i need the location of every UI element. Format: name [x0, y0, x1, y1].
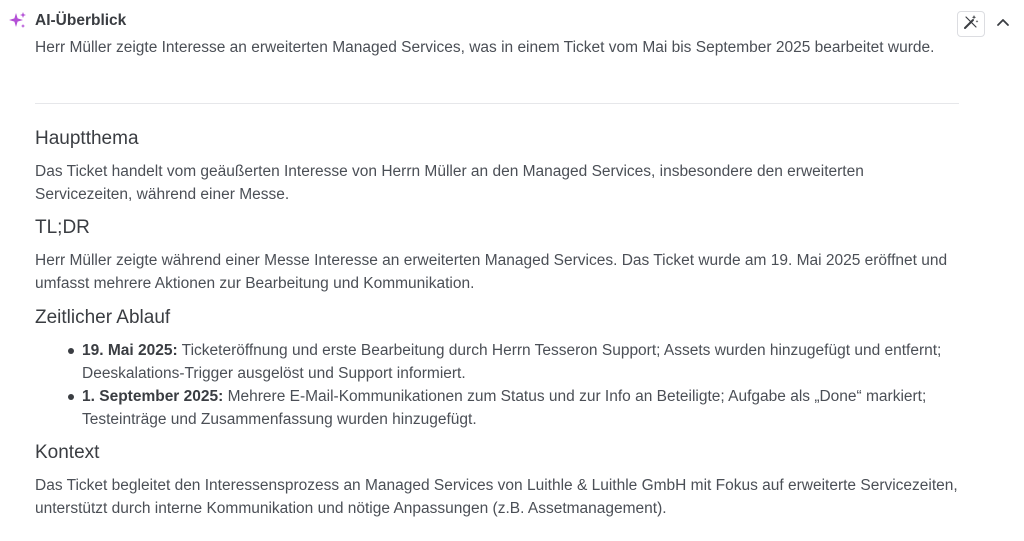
divider — [35, 103, 959, 104]
section-timeline — [35, 305, 965, 431]
panel-header — [9, 12, 126, 30]
section-main-topic — [35, 126, 965, 206]
header-actions — [957, 11, 1017, 37]
magic-wand-icon — [963, 14, 979, 35]
section-tldr — [35, 215, 965, 295]
timeline-list — [35, 339, 965, 431]
timeline-date: 19. Mai 2025: — [82, 342, 178, 359]
main-topic-text: Das Ticket handelt vom geäußerten Interesse von Herrn Müller an den Managed Services, insbesondere den erweiterten Servicezeiten, während einer Messe. — [35, 163, 864, 203]
section-title-timeline: Zeitlicher Ablauf — [35, 307, 171, 328]
timeline-item — [35, 385, 965, 431]
chevron-up-icon — [996, 15, 1010, 34]
section-title-context: Kontext — [35, 442, 100, 463]
context-text: Das Ticket begleitet den Interessensprozess an Managed Services von Luithle & Luithle GmbH mit Fokus auf erweiterte Servicezeiten, unterstützt durch interne Kommunikation und nötige Anpassungen (z.B. Assetmanagement). — [35, 477, 958, 517]
regenerate-button[interactable] — [957, 11, 985, 37]
timeline-item — [35, 339, 965, 385]
section-title-tldr: TL;DR — [35, 217, 90, 238]
section-context — [35, 440, 965, 520]
panel-title: AI-Überblick — [35, 12, 127, 29]
timeline-text: Mehrere E-Mail-Kommunikationen zum Status und zur Info an Beteiligte; Aufgabe als „Done“ markiert; Testeinträge und Zusammenfassung wurden hinzugefügt. — [82, 388, 927, 428]
sparkle-icon — [9, 12, 27, 30]
section-title-main-topic: Hauptthema — [35, 128, 139, 149]
tldr-text: Herr Müller zeigte während einer Messe Interesse an erweiterten Managed Services. Das Ticket wurde am 19. Mai 2025 eröffnet und umfasst mehrere Aktionen zur Bearbeitung und Kommunikation. — [35, 252, 948, 292]
collapse-button[interactable] — [989, 11, 1017, 37]
timeline-date: 1. September 2025: — [82, 388, 224, 405]
timeline-text: Ticketeröffnung und erste Bearbeitung durch Herrn Tesseron Support; Assets wurden hinzugefügt und entfernt; Deeskalations-Trigger ausgelöst und Support informiert. — [82, 342, 942, 382]
overview-summary: Herr Müller zeigte Interesse an erweiterten Managed Services, was in einem Ticket vom Mai bis September 2025 bearbeitet wurde. — [35, 39, 935, 56]
